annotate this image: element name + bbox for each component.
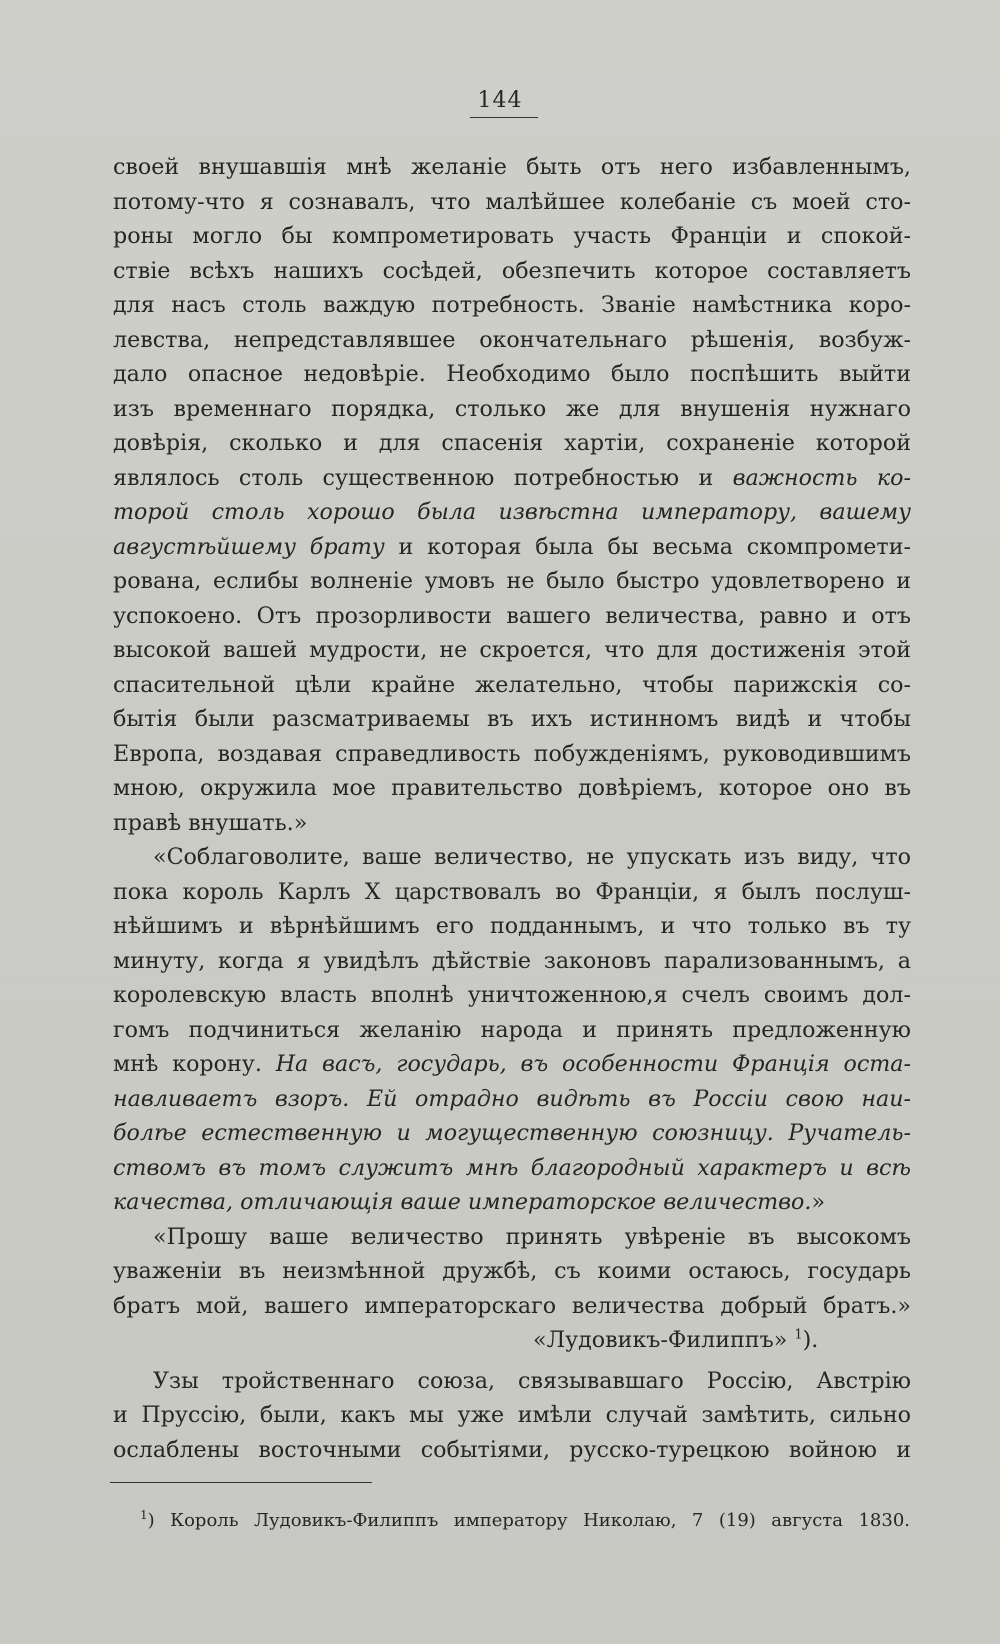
text-line: левства, непредставлявшее окончательнаго рѣшенія, возбуж-: [113, 326, 911, 353]
text-line: успокоено. Отъ прозорливости вашего величества, равно и отъ: [113, 602, 911, 629]
text-line: и Пруссію, были, какъ мы уже имѣли случай замѣтить, сильно: [113, 1402, 911, 1428]
text-line: изъ временнаго порядка, столько же для внушенія нужнаго: [113, 395, 911, 422]
text-line: дало опасное недовѣріе. Необходимо было поспѣшить выйти: [113, 361, 911, 387]
footnote-mark: 1: [140, 1508, 148, 1522]
text-line: нѣйшимъ и вѣрнѣйшимъ его подданнымъ, и что только въ ту: [113, 913, 911, 939]
italic-text: важность ко-: [732, 464, 911, 491]
footnote-reference: 1: [794, 1327, 803, 1343]
italic-text: болѣе естественную и могущественную союзницу. Ручатель-: [113, 1120, 911, 1146]
text-line: ствіе всѣхъ нашихъ сосѣдей, обезпечить которое составляетъ: [113, 257, 911, 284]
text-line: спасительной цѣли крайне желательно, чтобы парижскія со-: [113, 671, 911, 698]
text-line: высокой вашей мудрости, не скроется, что для достиженія этой: [113, 637, 911, 663]
text-line: рована, еслибы волненіе умовъ не было быстро удовлетворено и: [113, 568, 911, 594]
text-line: мною, окружила мое правительство довѣріемъ, которое оно въ: [113, 775, 911, 801]
page-number: 144: [477, 88, 523, 113]
text-line: правѣ внушать.»: [113, 809, 308, 836]
text-line: [113, 1082, 911, 1117]
text-line: мнѣ корону. На васъ, государь, въ особенности Франція оста-: [113, 1051, 912, 1077]
footnote-rule: [110, 1482, 372, 1483]
paragraph-start-line: «Прошу ваше величество принять увѣреніе въ высокомъ: [153, 1223, 911, 1250]
italic-text: На васъ, государь, въ особенности Франція оста-: [275, 1051, 912, 1077]
body-text: [113, 150, 911, 1467]
text-line: уваженіи въ неизмѣнной дружбѣ, съ коими остаюсь, государь: [113, 1258, 911, 1284]
text-line: [113, 1116, 911, 1151]
page-number-underline: [470, 117, 538, 118]
text-line: ослаблены восточными событіями, русско-турецкою войною и: [113, 1436, 911, 1463]
footnote: $^1$) Король Лудовикъ-Филиппъ императору Николаю, 7 (19) августа 1830.: [140, 1508, 910, 1531]
paragraph-start-line: «Соблаговолите, ваше величество, не упускать изъ виду, что: [153, 844, 911, 870]
paragraph-start-line: Узы тройственнаго союза, связывавшаго Россію, Австрію: [153, 1367, 911, 1394]
text-line: своей внушавшія мнѣ желаніе быть отъ него избавленнымъ,: [113, 154, 911, 180]
text-line: довѣрія, сколько и для спасенія хартіи, сохраненіе которой: [113, 430, 911, 456]
signature-line: «Лудовикъ-Филиппъ» $^1$).: [533, 1327, 819, 1353]
text-line: роны могло бы компрометировать участь Франціи и спокой-: [113, 223, 911, 249]
text-line: Европа, воздавая справедливость побужденіямъ, руководившимъ: [113, 740, 911, 767]
text-line: бытія были разсматриваемы въ ихъ истинномъ видѣ и чтобы: [113, 706, 911, 732]
text-line: являлось столь существенною потребностью и важность ко-: [113, 464, 911, 491]
text-line: пока король Карлъ X царствовалъ во Франціи, я былъ послуш-: [113, 878, 911, 905]
text-line: гомъ подчиниться желанію народа и принять предложенную: [113, 1016, 911, 1043]
text-line: для насъ столь важдую потребность. Званіе намѣстника коро-: [113, 292, 911, 318]
italic-text: торой столь хорошо была извѣстна императору, вашему: [113, 499, 911, 525]
text-line: [113, 1151, 911, 1186]
italic-text: навливаетъ взоръ. Ей отрадно видѣть въ Россіи свою наи-: [113, 1085, 911, 1112]
text-line: королевскую власть вполнѣ уничтоженною,я счелъ своимъ дол-: [113, 982, 911, 1008]
text-line: минуту, когда я увидѣлъ дѣйствіе законовъ парализованнымъ, а: [113, 947, 911, 974]
text-line: братъ мой, вашего императорскаго величества добрый братъ.»: [113, 1292, 911, 1319]
italic-text: ствомъ въ томъ служитъ мнѣ благородный характеръ и всѣ: [113, 1154, 911, 1181]
italic-text: качества, отличающія ваше императорское величество.: [113, 1189, 812, 1215]
text-line: [113, 495, 911, 530]
text-line: потому-что я сознавалъ, что малѣйшее колебаніе съ моей сто-: [113, 188, 911, 215]
text-line: качества, отличающія ваше императорское величество.»: [113, 1189, 826, 1215]
italic-text: августѣйшему брату: [113, 533, 385, 560]
text-line: августѣйшему брату и которая была бы весьма скомпромети-: [113, 533, 911, 560]
